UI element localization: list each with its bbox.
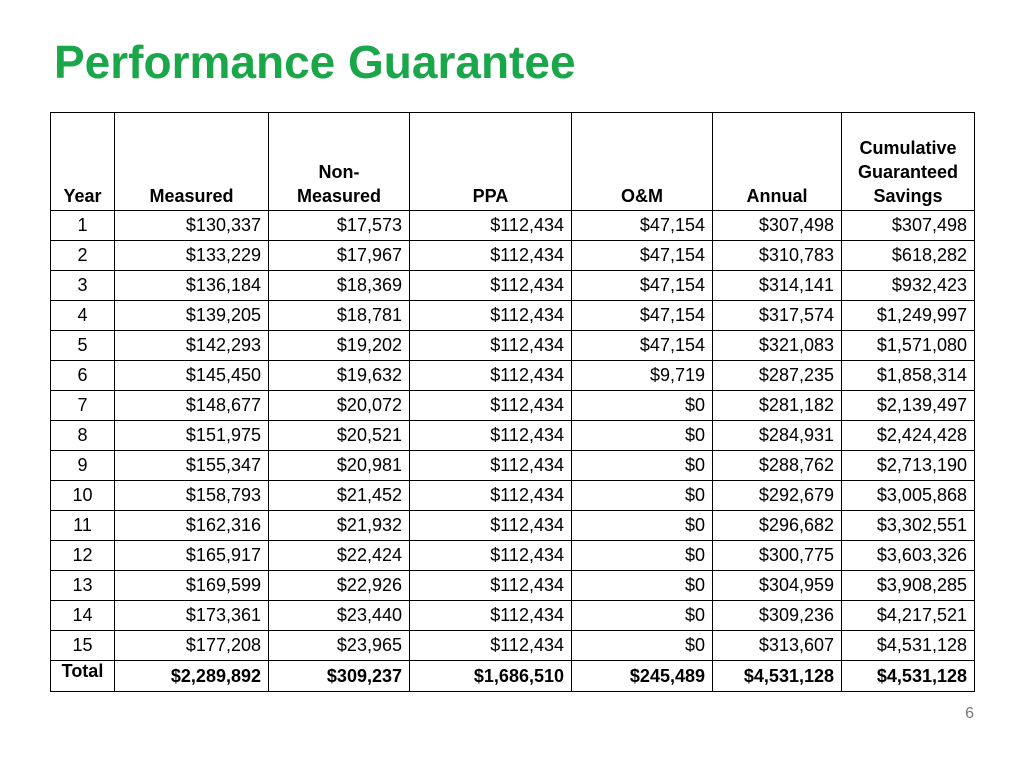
table-row	[51, 541, 975, 571]
cell-year: 6	[51, 361, 115, 391]
cell-ppa: $112,434	[410, 361, 572, 391]
table-row	[51, 511, 975, 541]
cell-annual: $310,783	[713, 241, 842, 271]
cell-ppa: $112,434	[410, 241, 572, 271]
cell-ppa: $112,434	[410, 631, 572, 661]
table-row	[51, 301, 975, 331]
cell-year: 4	[51, 301, 115, 331]
column-header-cumulative-savings: Cumulative Guaranteed Savings	[842, 113, 975, 211]
table-row	[51, 631, 975, 661]
cell-cumulative-savings: $1,249,997	[842, 301, 975, 331]
cell-non-measured: $18,781	[269, 301, 410, 331]
cell-measured: $2,289,892	[115, 661, 269, 692]
cell-cumulative-savings: $3,603,326	[842, 541, 975, 571]
cell-non-measured: $309,237	[269, 661, 410, 692]
total-row	[51, 661, 975, 692]
cell-om: $47,154	[572, 211, 713, 241]
cell-om: $0	[572, 421, 713, 451]
table-row	[51, 211, 975, 241]
cell-non-measured: $23,440	[269, 601, 410, 631]
cell-year: 10	[51, 481, 115, 511]
table-row	[51, 481, 975, 511]
cell-year: 14	[51, 601, 115, 631]
page-number: 6	[965, 705, 974, 722]
column-header-non-measured: Non- Measured	[269, 113, 410, 211]
cell-om: $0	[572, 391, 713, 421]
cell-non-measured: $18,369	[269, 271, 410, 301]
cell-om: $0	[572, 601, 713, 631]
cell-non-measured: $22,926	[269, 571, 410, 601]
cell-annual: $281,182	[713, 391, 842, 421]
cell-annual: $4,531,128	[713, 661, 842, 692]
cell-non-measured: $21,452	[269, 481, 410, 511]
cell-measured: $158,793	[115, 481, 269, 511]
cell-non-measured: $17,573	[269, 211, 410, 241]
cell-om: $9,719	[572, 361, 713, 391]
cell-annual: $304,959	[713, 571, 842, 601]
cell-measured: $142,293	[115, 331, 269, 361]
cell-cumulative-savings: $4,217,521	[842, 601, 975, 631]
cell-non-measured: $23,965	[269, 631, 410, 661]
cell-ppa: $112,434	[410, 451, 572, 481]
cell-year: 12	[51, 541, 115, 571]
cell-year: 1	[51, 211, 115, 241]
cell-ppa: $112,434	[410, 481, 572, 511]
table-row	[51, 271, 975, 301]
cell-measured: $165,917	[115, 541, 269, 571]
cell-ppa: $112,434	[410, 541, 572, 571]
cell-cumulative-savings: $932,423	[842, 271, 975, 301]
column-header-annual: Annual	[713, 113, 842, 211]
cell-non-measured: $20,072	[269, 391, 410, 421]
cell-non-measured: $20,981	[269, 451, 410, 481]
cell-annual: $309,236	[713, 601, 842, 631]
cell-cumulative-savings: $4,531,128	[842, 631, 975, 661]
cell-measured: $177,208	[115, 631, 269, 661]
column-header-year: Year	[51, 113, 115, 211]
cell-year: 3	[51, 271, 115, 301]
cell-annual: $300,775	[713, 541, 842, 571]
cell-cumulative-savings: $3,005,868	[842, 481, 975, 511]
cell-ppa: $112,434	[410, 511, 572, 541]
cell-year: 13	[51, 571, 115, 601]
column-header-measured: Measured	[115, 113, 269, 211]
cell-ppa: $1,686,510	[410, 661, 572, 692]
cell-measured: $173,361	[115, 601, 269, 631]
performance-guarantee-table	[50, 112, 975, 692]
table-body	[51, 211, 975, 692]
cell-om: $0	[572, 631, 713, 661]
cell-cumulative-savings: $2,424,428	[842, 421, 975, 451]
cell-annual: $292,679	[713, 481, 842, 511]
column-header-ppa: PPA	[410, 113, 572, 211]
cell-non-measured: $20,521	[269, 421, 410, 451]
cell-om: $0	[572, 541, 713, 571]
cell-non-measured: $19,202	[269, 331, 410, 361]
cell-annual: $288,762	[713, 451, 842, 481]
cell-annual: $296,682	[713, 511, 842, 541]
cell-non-measured: $21,932	[269, 511, 410, 541]
cell-ppa: $112,434	[410, 421, 572, 451]
cell-year: 7	[51, 391, 115, 421]
cell-year: 5	[51, 331, 115, 361]
cell-ppa: $112,434	[410, 301, 572, 331]
cell-ppa: $112,434	[410, 271, 572, 301]
cell-ppa: $112,434	[410, 571, 572, 601]
cell-cumulative-savings: $2,713,190	[842, 451, 975, 481]
cell-annual: $317,574	[713, 301, 842, 331]
cell-cumulative-savings: $618,282	[842, 241, 975, 271]
cell-om: $47,154	[572, 331, 713, 361]
slide-title: Performance Guarantee	[54, 36, 576, 88]
cell-year: 2	[51, 241, 115, 271]
cell-measured: $139,205	[115, 301, 269, 331]
cell-measured: $155,347	[115, 451, 269, 481]
cell-non-measured: $19,632	[269, 361, 410, 391]
cell-cumulative-savings: $1,858,314	[842, 361, 975, 391]
cell-annual: $314,141	[713, 271, 842, 301]
table-row	[51, 421, 975, 451]
cell-ppa: $112,434	[410, 391, 572, 421]
table-row	[51, 331, 975, 361]
cell-om: $47,154	[572, 271, 713, 301]
cell-om: $47,154	[572, 241, 713, 271]
cell-cumulative-savings: $2,139,497	[842, 391, 975, 421]
cell-om: $47,154	[572, 301, 713, 331]
cell-ppa: $112,434	[410, 331, 572, 361]
cell-cumulative-savings: $3,908,285	[842, 571, 975, 601]
cell-year: 11	[51, 511, 115, 541]
table-row	[51, 571, 975, 601]
cell-om: $0	[572, 511, 713, 541]
cell-om: $245,489	[572, 661, 713, 692]
cell-cumulative-savings: $1,571,080	[842, 331, 975, 361]
header-row	[51, 113, 975, 211]
cell-year: 9	[51, 451, 115, 481]
cell-measured: $169,599	[115, 571, 269, 601]
cell-year: 8	[51, 421, 115, 451]
cell-measured: $130,337	[115, 211, 269, 241]
table-row	[51, 241, 975, 271]
cell-measured: $162,316	[115, 511, 269, 541]
table-row	[51, 391, 975, 421]
table-row	[51, 451, 975, 481]
cell-ppa: $112,434	[410, 601, 572, 631]
cell-non-measured: $22,424	[269, 541, 410, 571]
column-header-om: O&M	[572, 113, 713, 211]
cell-measured: $151,975	[115, 421, 269, 451]
cell-measured: $136,184	[115, 271, 269, 301]
cell-om: $0	[572, 571, 713, 601]
cell-cumulative-savings: $4,531,128	[842, 661, 975, 692]
cell-year: 15	[51, 631, 115, 661]
cell-cumulative-savings: $307,498	[842, 211, 975, 241]
cell-ppa: $112,434	[410, 211, 572, 241]
cell-annual: $313,607	[713, 631, 842, 661]
cell-om: $0	[572, 481, 713, 511]
cell-annual: $287,235	[713, 361, 842, 391]
table-row	[51, 361, 975, 391]
cell-cumulative-savings: $3,302,551	[842, 511, 975, 541]
cell-measured: $133,229	[115, 241, 269, 271]
table-row	[51, 601, 975, 631]
cell-annual: $307,498	[713, 211, 842, 241]
cell-non-measured: $17,967	[269, 241, 410, 271]
cell-measured: $145,450	[115, 361, 269, 391]
cell-annual: $321,083	[713, 331, 842, 361]
cell-measured: $148,677	[115, 391, 269, 421]
cell-annual: $284,931	[713, 421, 842, 451]
cell-om: $0	[572, 451, 713, 481]
cell-year: Total	[51, 661, 115, 692]
